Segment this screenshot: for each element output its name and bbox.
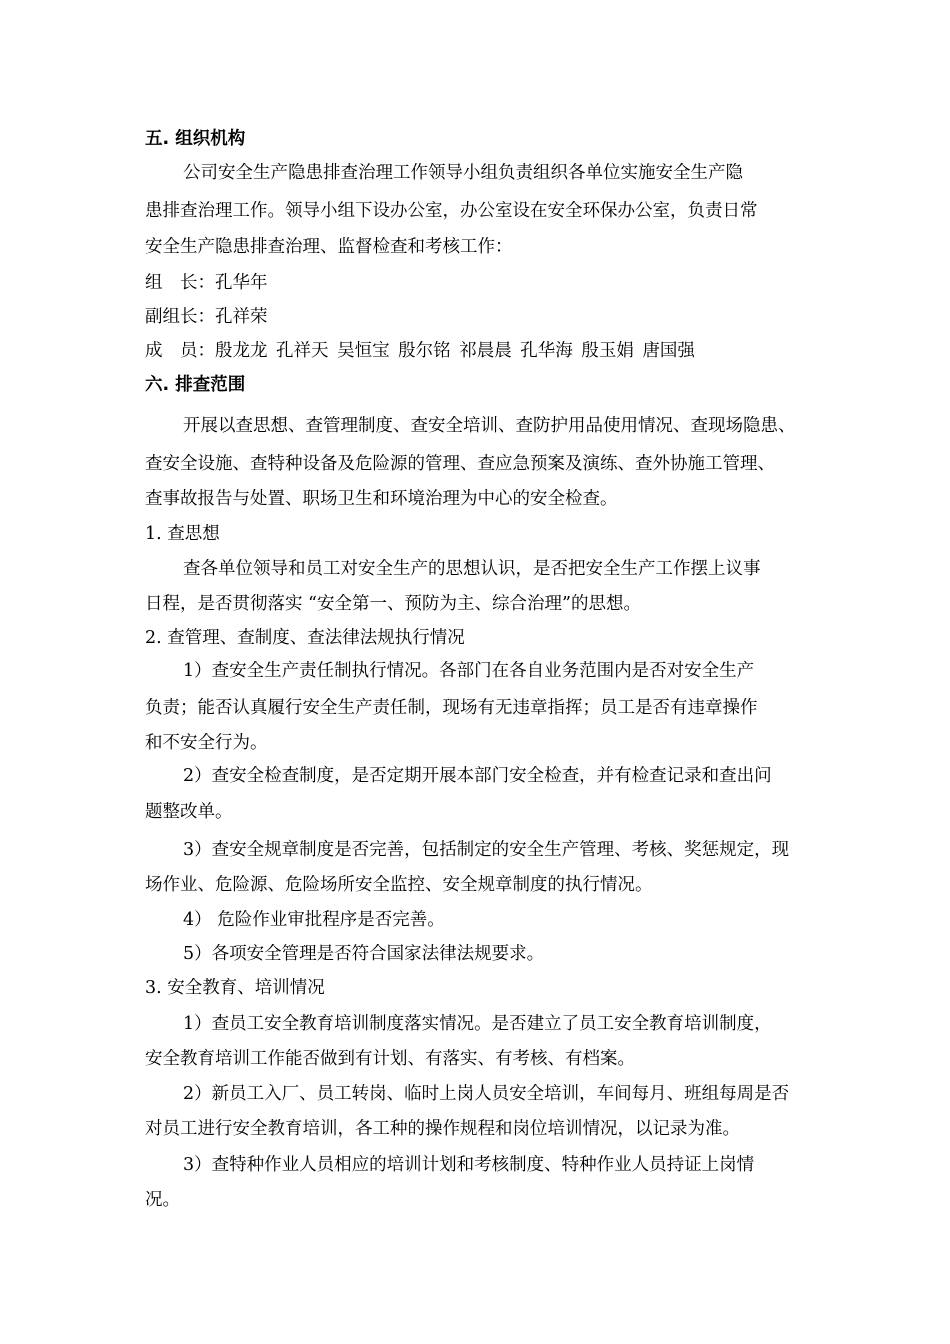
item-3-p2-line: 2）新员工入厂、员工转岗、临时上岗人员安全培训，车间每月、班组每周是否 [183,1084,790,1104]
section-6-heading: 六. 排查范围 [145,375,246,395]
group-leader: 组 长：孔华年 [145,273,268,293]
item-3-p1-line: 1）查员工安全教育培训制度落实情况。是否建立了员工安全教育培训制度， [183,1014,772,1034]
deputy-leader: 副组长：孔祥荣 [145,307,268,327]
section-5-heading: 五. 组织机构 [145,129,246,149]
section-6-intro-line: 查安全设施、查特种设备及危险源的管理、查应急预案及演练、查外协施工管理、 [145,454,775,474]
item-3-p1-line: 安全教育培训工作能否做到有计划、有落实、有考核、有档案。 [145,1049,635,1069]
item-2-p2-line: 2）查安全检查制度，是否定期开展本部门安全检查，并有检查记录和查出问 [183,766,772,786]
item-3-p2-line: 对员工进行安全教育培训，各工种的操作规程和岗位培训情况，以记录为准。 [145,1119,740,1139]
item-2-title: 2. 查管理、查制度、查法律法规执行情况 [145,628,465,648]
item-2-p5: 5）各项安全管理是否符合国家法律法规要求。 [183,944,545,964]
item-2-p2-line: 题整改单。 [145,802,233,822]
section-5-paragraph-line: 公司安全生产隐患排查治理工作领导小组负责组织各单位实施安全生产隐 [183,163,743,183]
item-2-p4: 4） 危险作业审批程序是否完善。 [183,910,445,930]
item-2-p1-line: 和不安全行为。 [145,733,268,753]
section-6-intro-line: 查事故报告与处置、职场卫生和环境治理为中心的安全检查。 [145,489,618,509]
item-3-title: 3. 安全教育、培训情况 [145,978,325,998]
item-1-title: 1. 查思想 [145,524,220,544]
section-6-intro-line: 开展以查思想、查管理制度、查安全培训、查防护用品使用情况、查现场隐患、 [183,416,796,436]
section-5-paragraph-line: 安全生产隐患排查治理、监督检查和考核工作： [145,237,513,257]
item-1-text-line: 查各单位领导和员工对安全生产的思想认识，是否把安全生产工作摆上议事 [183,559,761,579]
section-5-paragraph-line: 患排查治理工作。领导小组下设办公室，办公室设在安全环保办公室，负责日常 [145,201,758,221]
item-2-p3-line: 3）查安全规章制度是否完善，包括制定的安全生产管理、考核、奖惩规定，现 [183,840,790,860]
item-2-p3-line: 场作业、危险源、危险场所安全监控、安全规章制度的执行情况。 [145,875,653,895]
item-1-text-line: 日程，是否贯彻落实 “安全第一、预防为主、综合治理”的思想。 [145,594,641,614]
item-3-p3-line: 况。 [145,1190,180,1210]
item-2-p1-line: 1）查安全生产责任制执行情况。各部门在各自业务范围内是否对安全生产 [183,661,755,681]
item-3-p3-line: 3）查特种作业人员相应的培训计划和考核制度、特种作业人员持证上岗情 [183,1155,755,1175]
item-2-p1-line: 负责；能否认真履行安全生产责任制，现场有无违章指挥；员工是否有违章操作 [145,698,758,718]
group-members: 成 员：殷龙龙 孔祥天 吴恒宝 殷尔铭 祁晨晨 孔华海 殷玉娟 唐国强 [145,341,695,361]
